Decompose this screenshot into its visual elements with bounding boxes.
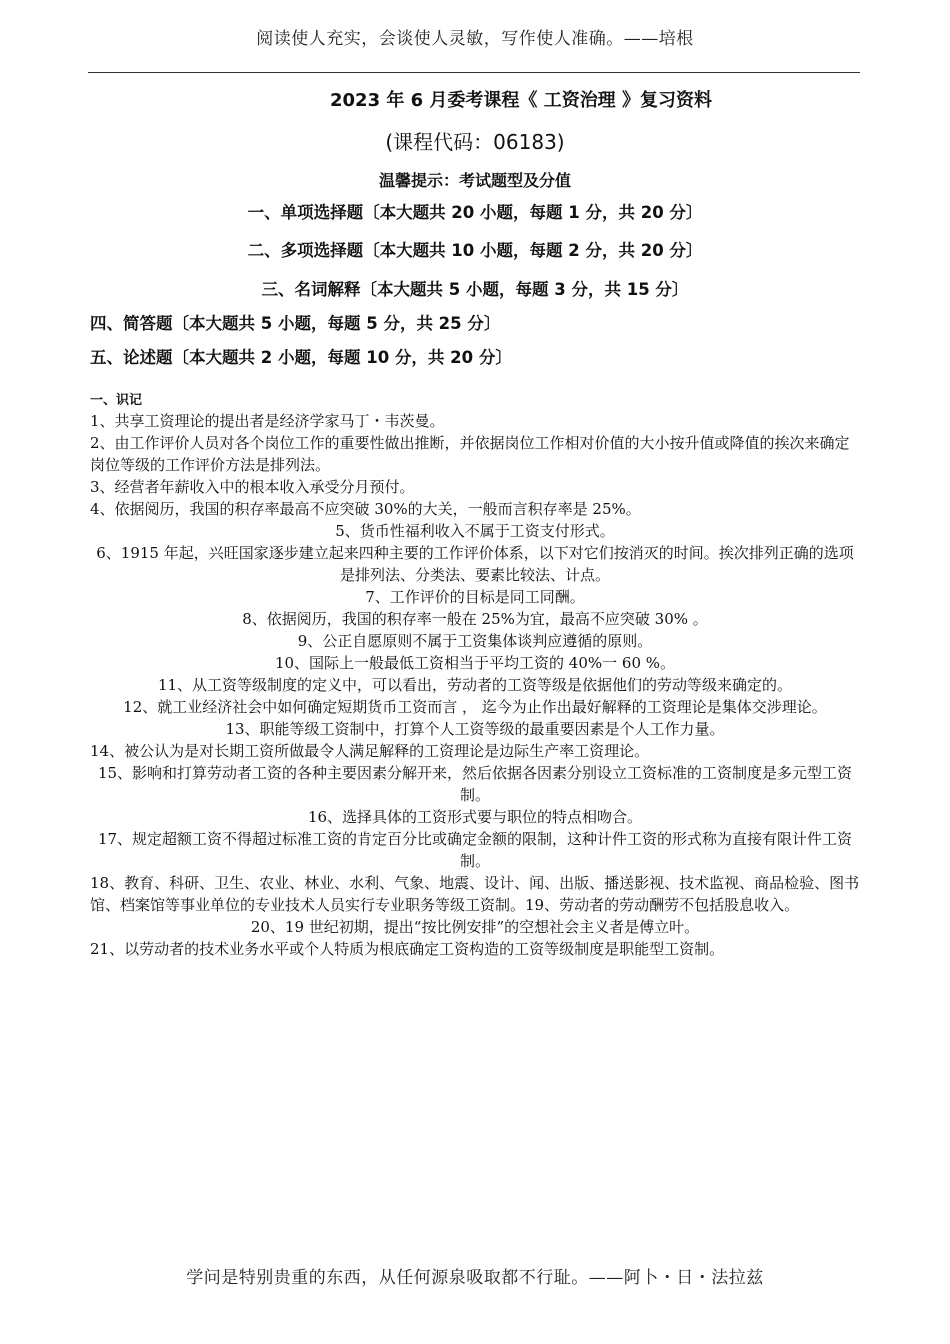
exam-tip: 温馨提示：考试题型及分值 (378, 171, 571, 190)
question-type-multiple-choice: 二、多项选择题〔本大题共 10 小题，每题 2 分，共 20 分〕 (247, 241, 703, 260)
course-code: (课程代码：06183) (385, 130, 565, 154)
list-item: 14、被公认为是对长期工资所做最令人满足解释的工资理论是边际生产率工资理论。 (90, 742, 650, 760)
question-type-short-answer: 四、简答题〔本大题共 5 小题，每题 5 分，共 25 分〕 (90, 314, 501, 333)
question-type-single-choice: 一、单项选择题〔本大题共 20 小题，每题 1 分，共 20 分〕 (247, 203, 703, 222)
list-item: 6、1915 年起，兴旺国家逐步建立起来四种主要的工作评价体系，以下对它们按消灭的时间。挨次排列正确的选项是排列法、分类法、要素比较法、计点。 (96, 544, 854, 584)
list-item: 4、依据阅历，我国的积存率最高不应突破 30%的大关，一般而言积存率是 25%。 (90, 500, 641, 518)
list-item: 20、19 世纪初期，提出“按比例安排”的空想社会主义者是傅立叶。 (250, 918, 700, 936)
list-item: 11、从工资等级制度的定义中，可以看出，劳动者的工资等级是依据他们的劳动等级来确定的。 (157, 676, 793, 694)
section-label: 一、识记 (90, 393, 143, 408)
recall-item-list (90, 410, 860, 960)
list-item: 16、选择具体的工资形式要与职位的特点相吻合。 (307, 808, 643, 826)
list-item: 7、工作评价的目标是同工同酬。 (365, 588, 585, 606)
list-item: 15、影响和打算劳动者工资的各种主要因素分解开来，然后依据各因素分别设立工资标准的工资制度是多元型工资制。 (97, 764, 853, 804)
list-item: 2、由工作评价人员对各个岗位工作的重要性做出推断，并依据岗位工作相对价值的大小按升值或降值的挨次来确定岗位等级的工作评价方法是排列法。 (90, 434, 850, 474)
list-item: 5、货币性福利收入不属于工资支付形式。 (335, 522, 615, 540)
list-item: 21、以劳动者的技术业务水平或个人特质为根底确定工资构造的工资等级制度是职能型工资制。 (90, 940, 725, 958)
list-item: 17、规定超额工资不得超过标准工资的肯定百分比或确定金额的限制，这种计件工资的形式称为直接有限计件工资制。 (97, 830, 853, 870)
header-quote: 阅读使人充实，会谈使人灵敏，写作使人准确。——培根 (256, 29, 694, 49)
list-item: 12、就工业经济社会中如何确定短期货币工资而言 ， 迄今为止作出最好解释的工资理论是集体交涉理论。 (123, 698, 827, 716)
list-item: 18、教育、科研、卫生、农业、林业、水利、气象、地震、设计、闻、出版、播送影视、技术监视、商品检验、图书馆、档案馆等事业单位的专业技术人员实行专业职务等级工资制。19、劳动者的劳动酬劳不包括股息收入。 (90, 874, 860, 914)
list-item: 8、依据阅历，我国的积存率一般在 25%为宜，最高不应突破 30% 。 (242, 610, 708, 628)
document-title: 2023 年 6 月委考课程《 工资治理 》复习资料 (330, 90, 712, 111)
question-type-essay: 五、论述题〔本大题共 2 小题，每题 10 分，共 20 分〕 (90, 348, 512, 367)
list-item: 3、经营者年薪收入中的根本收入承受分月预付。 (90, 478, 415, 496)
list-item: 13、职能等级工资制中，打算个人工资等级的最重要因素是个人工作力量。 (225, 720, 725, 738)
list-item: 1、共享工资理论的提出者是经济学家马丁・韦茨曼。 (90, 412, 445, 430)
list-item: 9、公正自愿原则不属于工资集体谈判应遵循的原则。 (297, 632, 653, 650)
header-divider (88, 72, 860, 73)
footer-quote: 学问是特别贵重的东西，从任何源泉吸取都不行耻。——阿卜・日・法拉兹 (186, 1268, 764, 1288)
list-item: 10、国际上一般最低工资相当于平均工资的 40%一 60 %。 (274, 654, 676, 672)
question-type-term-definition: 三、名词解释〔本大题共 5 小题，每题 3 分，共 15 分〕 (261, 280, 689, 299)
